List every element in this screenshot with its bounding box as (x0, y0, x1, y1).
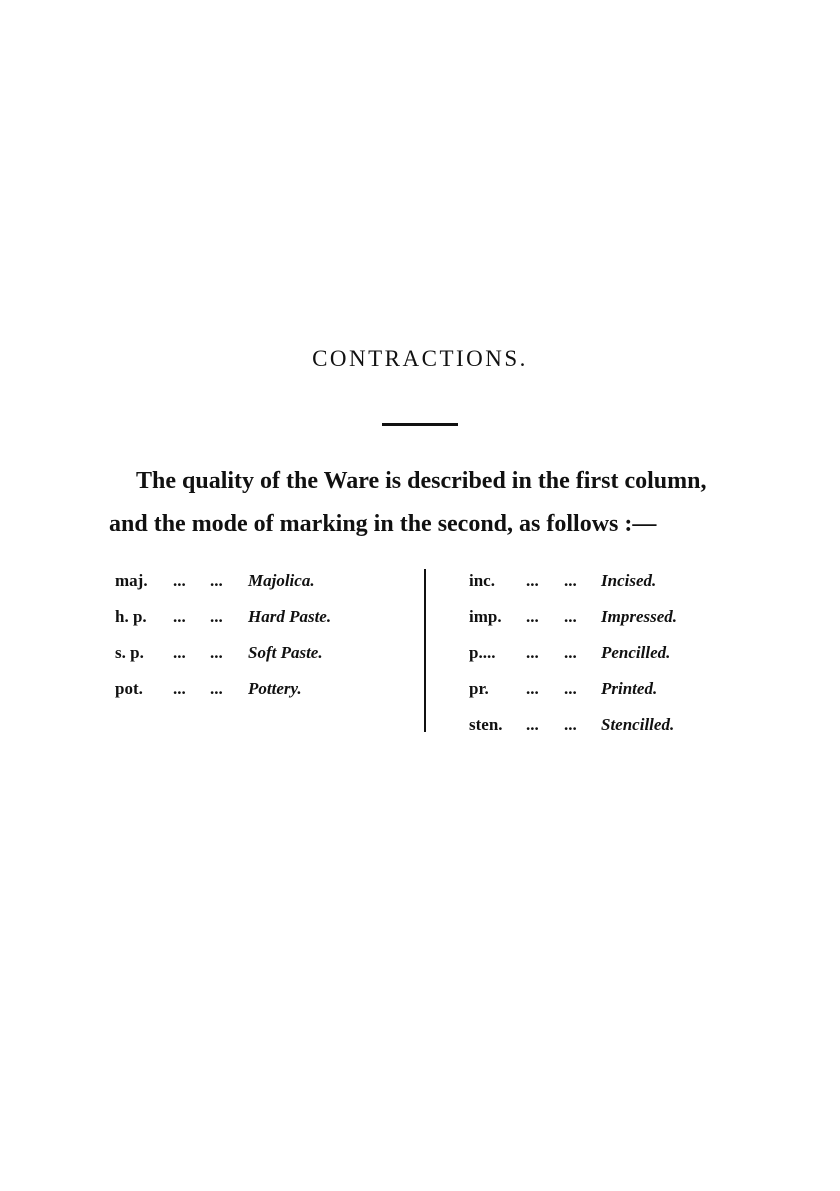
leader-dots: ... (210, 679, 223, 698)
abbreviation: h. p. (115, 607, 147, 626)
leader-dots: ... (564, 715, 577, 734)
abbreviation: imp. (469, 607, 502, 626)
intro-line-1: The quality of the Ware is described in the first column, (136, 468, 707, 494)
page-title: CONTRACTIONS. (312, 346, 528, 371)
title-rule (382, 423, 458, 426)
leader-dots: ... (173, 607, 186, 626)
abbreviation: inc. (469, 571, 495, 590)
term: Impressed. (601, 607, 678, 626)
term: Soft Paste. (248, 643, 323, 662)
abbreviation: maj. (115, 571, 148, 590)
term: Pottery. (248, 679, 302, 698)
leader-dots: ... (564, 607, 577, 626)
leader-dots: ... (564, 679, 577, 698)
leader-dots: ... (210, 607, 223, 626)
column-divider (424, 569, 426, 732)
term: Majolica. (248, 571, 315, 590)
term: Pencilled. (601, 643, 671, 662)
intro-line-2: and the mode of marking in the second, as follows :— (109, 511, 657, 537)
abbreviation: sten. (469, 715, 503, 734)
term: Printed. (601, 679, 658, 698)
term: Stencilled. (601, 715, 675, 734)
leader-dots: ... (173, 643, 186, 662)
leader-dots: ... (526, 679, 539, 698)
leader-dots: ... (210, 571, 223, 590)
leader-dots: ... (173, 571, 186, 590)
leader-dots: ... (210, 643, 223, 662)
term: Hard Paste. (248, 607, 332, 626)
leader-dots: ... (526, 571, 539, 590)
leader-dots: ... (173, 679, 186, 698)
abbreviation: s. p. (115, 643, 144, 662)
leader-dots: ... (526, 607, 539, 626)
term: Incised. (601, 571, 657, 590)
abbreviation: pr. (469, 679, 489, 698)
abbreviation: pot. (115, 679, 143, 698)
leader-dots: ... (526, 715, 539, 734)
abbreviation: p.... (469, 643, 496, 662)
leader-dots: ... (526, 643, 539, 662)
leader-dots: ... (564, 643, 577, 662)
leader-dots: ... (564, 571, 577, 590)
